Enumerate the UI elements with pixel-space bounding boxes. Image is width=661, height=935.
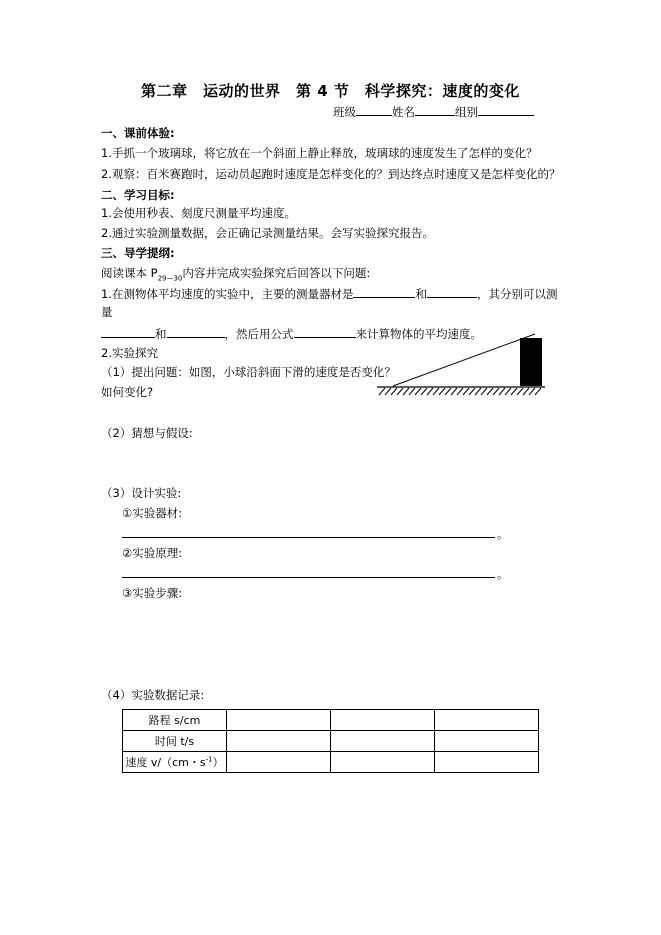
q1-blank-3[interactable]: [101, 325, 155, 338]
step3-procedure: ③实验步骤:: [122, 586, 183, 600]
section1-item-1: 1.手抓一个玻璃球，将它放在一个斜面上静止释放，玻璃球的速度发生了怎样的变化？: [101, 146, 538, 160]
row-label-time: 时间 t/s: [123, 731, 227, 752]
section1-heading: 一、课前体验:: [101, 126, 175, 140]
question-1-line1: [101, 285, 557, 302]
section2-item-1: 1.会使用秒表、刻度尺测量平均速度。: [101, 206, 296, 220]
table-cell[interactable]: [227, 710, 331, 731]
step1-line2: 如何变化?: [101, 385, 154, 399]
name-blank[interactable]: [415, 103, 455, 116]
table-cell[interactable]: [331, 752, 435, 773]
step3-principle: ②实验原理:: [122, 546, 183, 560]
row-label-speed: 速度 v/（cm・$s^{-1}$）: [123, 752, 227, 773]
table-cell[interactable]: [227, 752, 331, 773]
section1-item-2: 2.观察：百米赛跑时，运动员起跑时速度是怎样变化的？到达终点时速度又是怎样变化的？: [101, 167, 561, 181]
read-prefix: 阅读课本 P: [101, 266, 158, 280]
incline-diagram: [375, 330, 550, 402]
step4-data-record: （4）实验数据记录:: [101, 688, 205, 702]
row-label-distance: 路程 s/cm: [123, 710, 227, 731]
read-suffix: 内容并完成实验探究后回答以下问题:: [182, 266, 371, 280]
equipment-period: 。: [497, 527, 509, 541]
section3-heading: 三、导学提纲:: [101, 246, 175, 260]
table-cell[interactable]: [435, 710, 539, 731]
student-info-line: [333, 103, 534, 120]
step1-line1: （1）提出问题：如图，小球沿斜面下滑的速度是否变化？: [101, 365, 396, 379]
equipment-answer-line[interactable]: [122, 537, 495, 538]
data-table: [122, 709, 539, 773]
q1-text-4: 来计算物体的平均速度。: [355, 327, 482, 341]
question-2-heading: 2.实验探究: [101, 346, 158, 360]
incline-block: [520, 338, 542, 386]
q1-and-1: 和: [415, 287, 427, 301]
q1-blank-4[interactable]: [167, 325, 225, 338]
q1-and-2: 和: [155, 327, 167, 341]
page-title: 第二章 运动的世界 第 4 节 科学探究：速度的变化: [141, 82, 520, 100]
incline-slope: [393, 334, 535, 386]
step3-equipment: ①实验器材:: [122, 506, 183, 520]
q1-blank-1[interactable]: [353, 285, 415, 298]
q1-blank-2[interactable]: [427, 285, 477, 298]
name-label: 姓名: [392, 105, 415, 119]
table-cell[interactable]: [435, 731, 539, 752]
class-label: 班级: [333, 105, 356, 119]
read-pages: 29—30: [157, 274, 183, 283]
q1-text-1: 1.在测物体平均速度的实验中，主要的测量器材是: [101, 287, 354, 301]
table-cell[interactable]: [435, 752, 539, 773]
q1-text-2: ，其分别可以测: [476, 287, 558, 301]
principle-period: 。: [497, 567, 509, 581]
question-1-wrap: 量: [101, 305, 113, 319]
section2-heading: 二、学习目标:: [101, 188, 175, 202]
table-cell[interactable]: [331, 710, 435, 731]
step2-hypothesis: （2）猜想与假设:: [101, 426, 193, 440]
section2-item-2: 2.通过实验测量数据，会正确记录测量结果。会写实验探究报告。: [101, 226, 434, 240]
q1-blank-5[interactable]: [294, 325, 356, 338]
table-cell[interactable]: [227, 731, 331, 752]
class-blank[interactable]: [356, 103, 392, 116]
q1-text-3: ，然后用公式: [224, 327, 294, 341]
ground-hatching: [379, 388, 541, 395]
group-blank[interactable]: [478, 103, 534, 116]
table-cell[interactable]: [331, 731, 435, 752]
group-label: 组别: [455, 105, 478, 119]
table-row: [123, 710, 539, 731]
table-row: [123, 752, 539, 773]
table-row: [123, 731, 539, 752]
step3-design: （3）设计实验:: [101, 486, 182, 500]
reading-instruction: [101, 265, 370, 286]
principle-answer-line[interactable]: [122, 577, 495, 578]
